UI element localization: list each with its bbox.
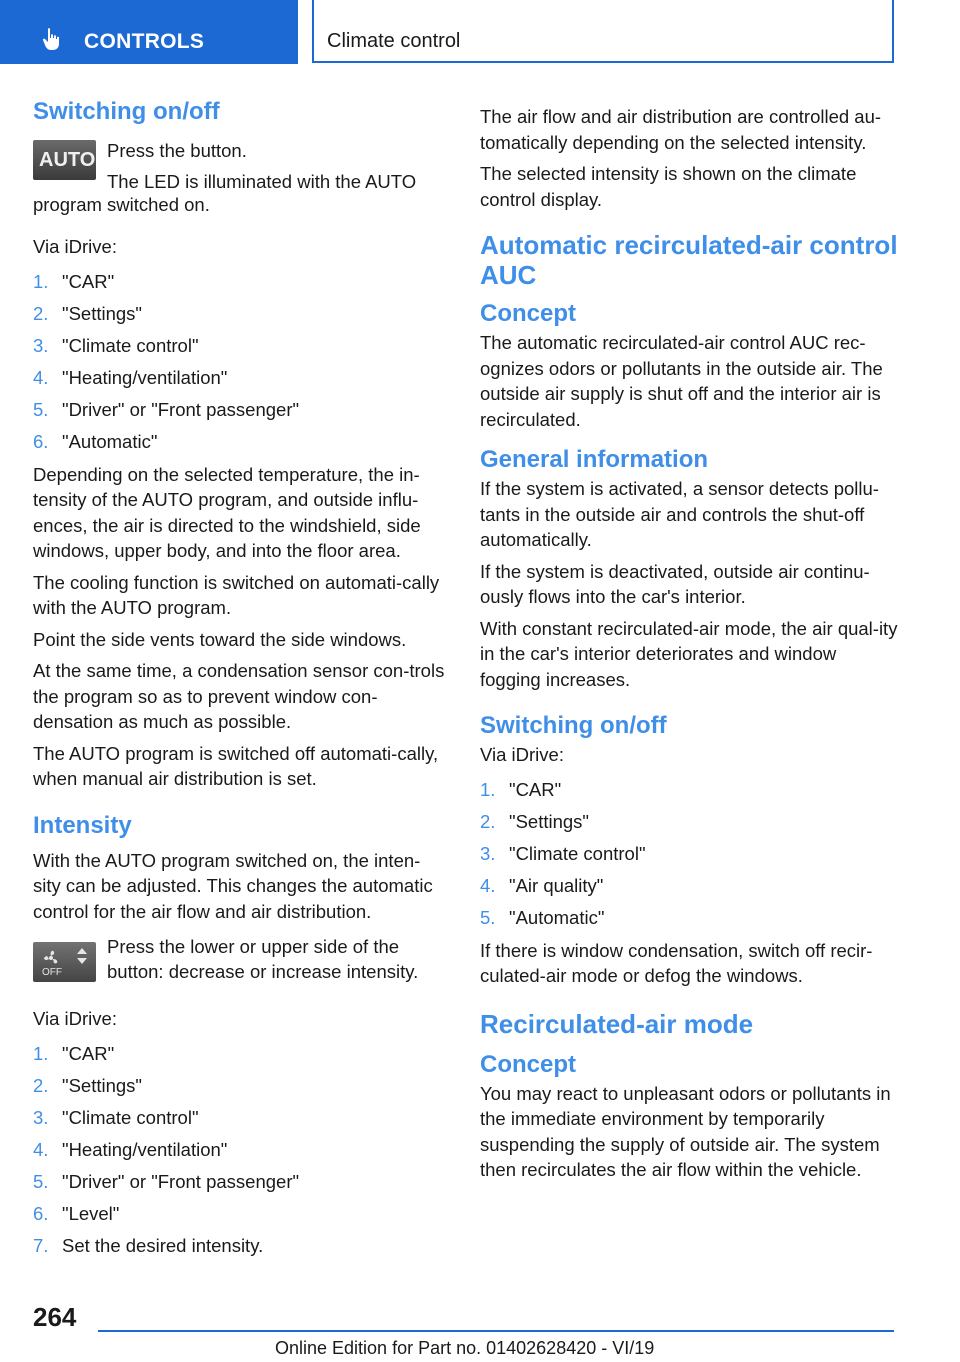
recirc-heading: Recirculated-air mode (480, 1008, 754, 1039)
steps-list-1 (33, 266, 448, 458)
concept-heading-2: Concept (480, 1050, 576, 1078)
list-item: 3. "Climate control" (480, 842, 646, 864)
list-item: 6. "Level" (33, 1202, 120, 1224)
list-item: 4. "Heating/ventilation" (33, 366, 228, 388)
press-lower-1: Press the lower or upper side of the (107, 936, 400, 957)
auto-button-label: AUTO (39, 149, 96, 171)
section-tab[interactable] (0, 0, 298, 64)
para-condensation-right: If there is window condensation, switch off recir-culated-air mode or defog the windows. (480, 939, 873, 986)
section-label: CONTROLS (84, 30, 205, 53)
para-activated: If the system is activated, a sensor detects pollu-tants in the outside air and controls the shut-off automatically. (480, 478, 879, 550)
para-shown: The selected intensity is shown on the climate control display. (480, 163, 857, 210)
list-item: 3. "Climate control" (33, 1106, 199, 1128)
via-idrive-1: Via iDrive: (33, 236, 117, 257)
led-text-2: program switched on. (33, 194, 210, 215)
via-idrive-2: Via iDrive: (33, 1008, 117, 1029)
auto-button-row (33, 134, 448, 194)
press-button-text: Press the button. (107, 140, 247, 161)
list-item: 4. "Air quality" (480, 874, 604, 896)
list-item: 5. "Driver" or "Front passenger" (33, 398, 300, 420)
para-deactivated: If the system is deactivated, outside air continu-ously flows into the car's interior. (480, 560, 870, 607)
list-item: 5. "Automatic" (480, 906, 605, 928)
concept-heading-1: Concept (480, 300, 576, 327)
page-header (312, 0, 894, 63)
list-item: 1. "CAR" (33, 270, 115, 292)
steps-list-3 (480, 774, 898, 934)
general-heading: General information (480, 446, 709, 473)
para-condensation: At the same time, a condensation sensor con-trols the program so as to prevent window con-densation as much as possible. (33, 660, 445, 732)
page-title: Climate control (327, 30, 461, 52)
list-item: 2. "Settings" (33, 1074, 142, 1096)
fan-button-row (33, 934, 448, 996)
auto-button-image (33, 140, 96, 180)
page-number: 264 (33, 1302, 77, 1332)
para-switched-off: The AUTO program is switched off automati-cally, when manual air distribution is set. (33, 742, 439, 789)
para-intensity: With the AUTO program switched on, the inten-sity can be adjusted. This changes the automatic control for the air flow and air distribution. (33, 849, 433, 922)
footer-divider (98, 1330, 894, 1332)
via-idrive-3: Via iDrive: (480, 744, 564, 765)
para-concept-1: The automatic recirculated-air control AUC rec-ognizes odors or pollutants in the outside air. The outside air supply is shut off and the interior air is recirculated. (480, 332, 883, 430)
list-item: 1. "CAR" (33, 1042, 115, 1064)
right-column (480, 104, 898, 1189)
auc-heading: Automatic recirculated-air control AUC (480, 230, 898, 290)
para-cooling: The cooling function is switched on automati-cally with the AUTO program. (33, 571, 440, 618)
hand-pointer-icon (42, 27, 64, 51)
switching-heading: Switching on/off (33, 98, 220, 125)
para-depending: Depending on the selected temperature, the in-tensity of the AUTO program, and outside influ-ences, the air is directed to the windshield, side windows, upper body, and into the floor area. (33, 463, 421, 561)
fan-button-image (33, 942, 96, 982)
list-item: 6. "Automatic" (33, 430, 158, 452)
para-concept-2: You may react to unpleasant odors or pollutants in the immediate environment by temporarily suspending the supply of outside air. The system then recirculates the air flow within the vehicle. (480, 1082, 891, 1180)
left-column (33, 96, 448, 1266)
intensity-heading: Intensity (33, 811, 132, 839)
list-item: 5. "Driver" or "Front passenger" (33, 1170, 300, 1192)
fan-button-label: OFF (42, 967, 62, 978)
press-lower-2: button: decrease or increase intensity. (107, 961, 419, 982)
list-item: 4. "Heating/ventilation" (33, 1138, 228, 1160)
led-text-1: The LED is illuminated with the AUTO (107, 171, 417, 192)
steps-list-2 (33, 1038, 448, 1262)
list-item: 2. "Settings" (480, 810, 589, 832)
para-airflow: The air flow and air distribution are controlled au-tomatically depending on the selected intensity. (480, 106, 882, 153)
edition-note: Online Edition for Part no. 01402628420 - VI/19 (275, 1338, 655, 1358)
switching-heading-2: Switching on/off (480, 712, 667, 739)
para-constant: With constant recirculated-air mode, the air qual-ity in the car's interior deteriorates and window fogging increases. (480, 617, 898, 690)
list-item: 1. "CAR" (480, 778, 562, 800)
para-vents: Point the side vents toward the side windows. (33, 628, 407, 650)
list-item: 3. "Climate control" (33, 334, 199, 356)
list-item: 7. Set the desired intensity. (33, 1234, 264, 1256)
list-item: 2. "Settings" (33, 302, 142, 324)
